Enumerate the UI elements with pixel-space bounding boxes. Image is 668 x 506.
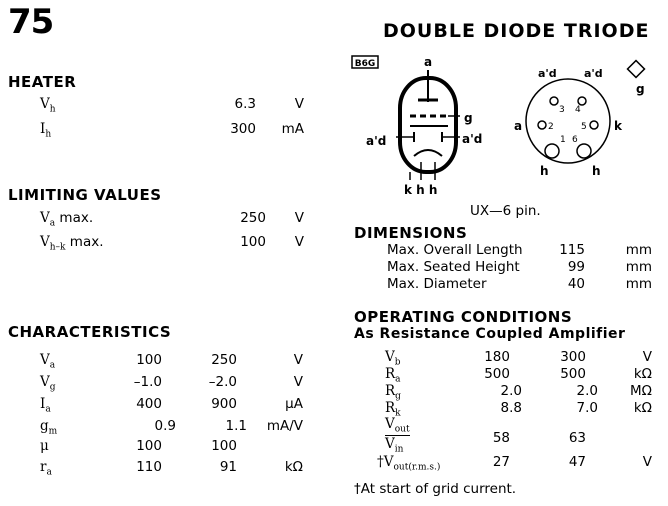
char-ra-symbol: $r_a$	[40, 459, 52, 478]
op-gain-v2: 63	[568, 430, 586, 446]
khh-label: k h h	[404, 183, 438, 197]
char-ia-symbol: $I_a$	[40, 396, 51, 415]
limiting-heading: LIMITING VALUES	[8, 186, 162, 204]
char-vg-unit: V	[293, 374, 303, 390]
dim-diameter-value: 40	[567, 276, 585, 292]
op-rk-v1: 8.8	[500, 400, 522, 416]
op-ra-symbol: $R_a$	[385, 366, 401, 385]
heater-ih-symbol: $I_h$	[40, 121, 52, 140]
characteristics-heading: CHARACTERISTICS	[8, 323, 172, 341]
svg-text:a'd: a'd	[538, 67, 557, 80]
limiting-va-unit: V	[294, 210, 304, 226]
dim-diameter-unit: mm	[625, 276, 652, 292]
op-ra-unit: kΩ	[633, 366, 652, 382]
op-vout-unit: V	[642, 454, 652, 470]
svg-text:h: h	[540, 164, 549, 178]
svg-text:a: a	[514, 119, 523, 133]
char-gm-v2: 1.1	[225, 418, 247, 434]
base-pin-diagram	[508, 55, 663, 185]
op-rg-symbol: $R_g$	[385, 383, 401, 402]
op-rg-v1: 2.0	[500, 383, 522, 399]
anode-label: a	[423, 55, 433, 69]
op-rk-unit: kΩ	[633, 400, 652, 416]
op-gain-v1: 58	[492, 430, 510, 446]
base-type: UX—6 pin.	[470, 203, 541, 219]
diode1-label: a'd	[366, 134, 387, 148]
op-rk-symbol: $R_k$	[385, 400, 401, 419]
footnote: †At start of grid current.	[354, 481, 517, 497]
page-number: 75	[8, 2, 54, 42]
svg-text:g: g	[636, 82, 645, 96]
page-title: DOUBLE DIODE TRIODE	[383, 20, 650, 42]
char-ra-v2: 91	[219, 459, 237, 475]
char-ra-unit: kΩ	[284, 459, 303, 475]
op-rg-v2: 2.0	[576, 383, 598, 399]
op-vb-unit: V	[642, 349, 652, 365]
diode2-label: a'd	[462, 132, 483, 146]
limiting-va-value: 250	[240, 210, 266, 226]
op-vout-symbol: $\dagger V_{out(r.m.s.)}$	[377, 454, 441, 473]
dim-length-label: Max. Overall Length	[387, 242, 523, 258]
op-vb-symbol: $V_b$	[385, 349, 401, 368]
char-va-unit: V	[293, 352, 303, 368]
char-va-v2: 250	[211, 352, 237, 368]
char-vg-symbol: $V_g$	[40, 374, 56, 393]
heater-vh-symbol: $V_h$	[40, 96, 56, 115]
op-vout-v2: 47	[568, 454, 586, 470]
op-rg-unit: MΩ	[630, 383, 652, 399]
svg-text:4: 4	[575, 105, 581, 115]
svg-text:1: 1	[560, 135, 566, 145]
limiting-vhk-symbol: $V_{h-k}$ max.	[40, 234, 104, 253]
dim-height-value: 99	[567, 259, 585, 275]
char-vg-v2: –2.0	[208, 374, 237, 390]
svg-text:3: 3	[559, 105, 565, 115]
top-cap-icon	[628, 61, 645, 78]
svg-text:a'd: a'd	[584, 67, 603, 80]
dim-diameter-label: Max. Diameter	[387, 276, 487, 292]
op-rk-v2: 7.0	[576, 400, 598, 416]
heater-vh-unit: V	[294, 96, 304, 112]
char-mu-v1: 100	[136, 438, 162, 454]
svg-text:2: 2	[548, 122, 554, 132]
heater-ih-value: 300	[230, 121, 256, 137]
heater-vh-value: 6.3	[234, 96, 256, 112]
char-ia-v2: 900	[211, 396, 237, 412]
dimensions-heading: DIMENSIONS	[354, 224, 468, 242]
dim-length-value: 115	[559, 242, 585, 258]
op-ra-v1: 500	[484, 366, 510, 382]
tube-code: B6G	[354, 59, 376, 69]
char-mu-v2: 100	[211, 438, 237, 454]
char-ra-v1: 110	[136, 459, 162, 475]
char-gm-unit: mA/V	[266, 418, 303, 434]
svg-text:k: k	[614, 119, 622, 133]
heater-heading: HEATER	[8, 73, 77, 91]
char-mu-symbol: μ	[40, 438, 49, 454]
char-vg-v1: –1.0	[133, 374, 162, 390]
limiting-va-symbol: $V_a$ max.	[40, 210, 94, 229]
heater-ih-unit: mA	[281, 121, 304, 137]
op-vb-v2: 300	[560, 349, 586, 365]
dim-height-unit: mm	[625, 259, 652, 275]
svg-text:h: h	[592, 164, 601, 178]
char-ia-unit: μA	[285, 396, 303, 412]
svg-text:6: 6	[572, 135, 578, 145]
char-va-symbol: $V_a$	[40, 352, 56, 371]
dim-length-unit: mm	[625, 242, 652, 258]
operating-subheading: As Resistance Coupled Amplifier	[354, 326, 626, 342]
dim-height-label: Max. Seated Height	[387, 259, 520, 275]
svg-text:5: 5	[581, 122, 587, 132]
limiting-vhk-value: 100	[240, 234, 266, 250]
operating-heading: OPERATING CONDITIONS	[354, 308, 573, 326]
tube-electrode-diagram	[348, 50, 498, 200]
op-gain-symbol: $\frac{V_{out}}{V_{in}}$	[385, 416, 410, 455]
char-gm-symbol: $g_m$	[40, 418, 58, 437]
op-vout-v1: 27	[492, 454, 510, 470]
char-gm-v1: 0.9	[154, 418, 176, 434]
op-vb-v1: 180	[484, 349, 510, 365]
limiting-vhk-unit: V	[294, 234, 304, 250]
op-ra-v2: 500	[560, 366, 586, 382]
char-va-v1: 100	[136, 352, 162, 368]
grid-label: g	[464, 111, 473, 125]
char-ia-v1: 400	[136, 396, 162, 412]
